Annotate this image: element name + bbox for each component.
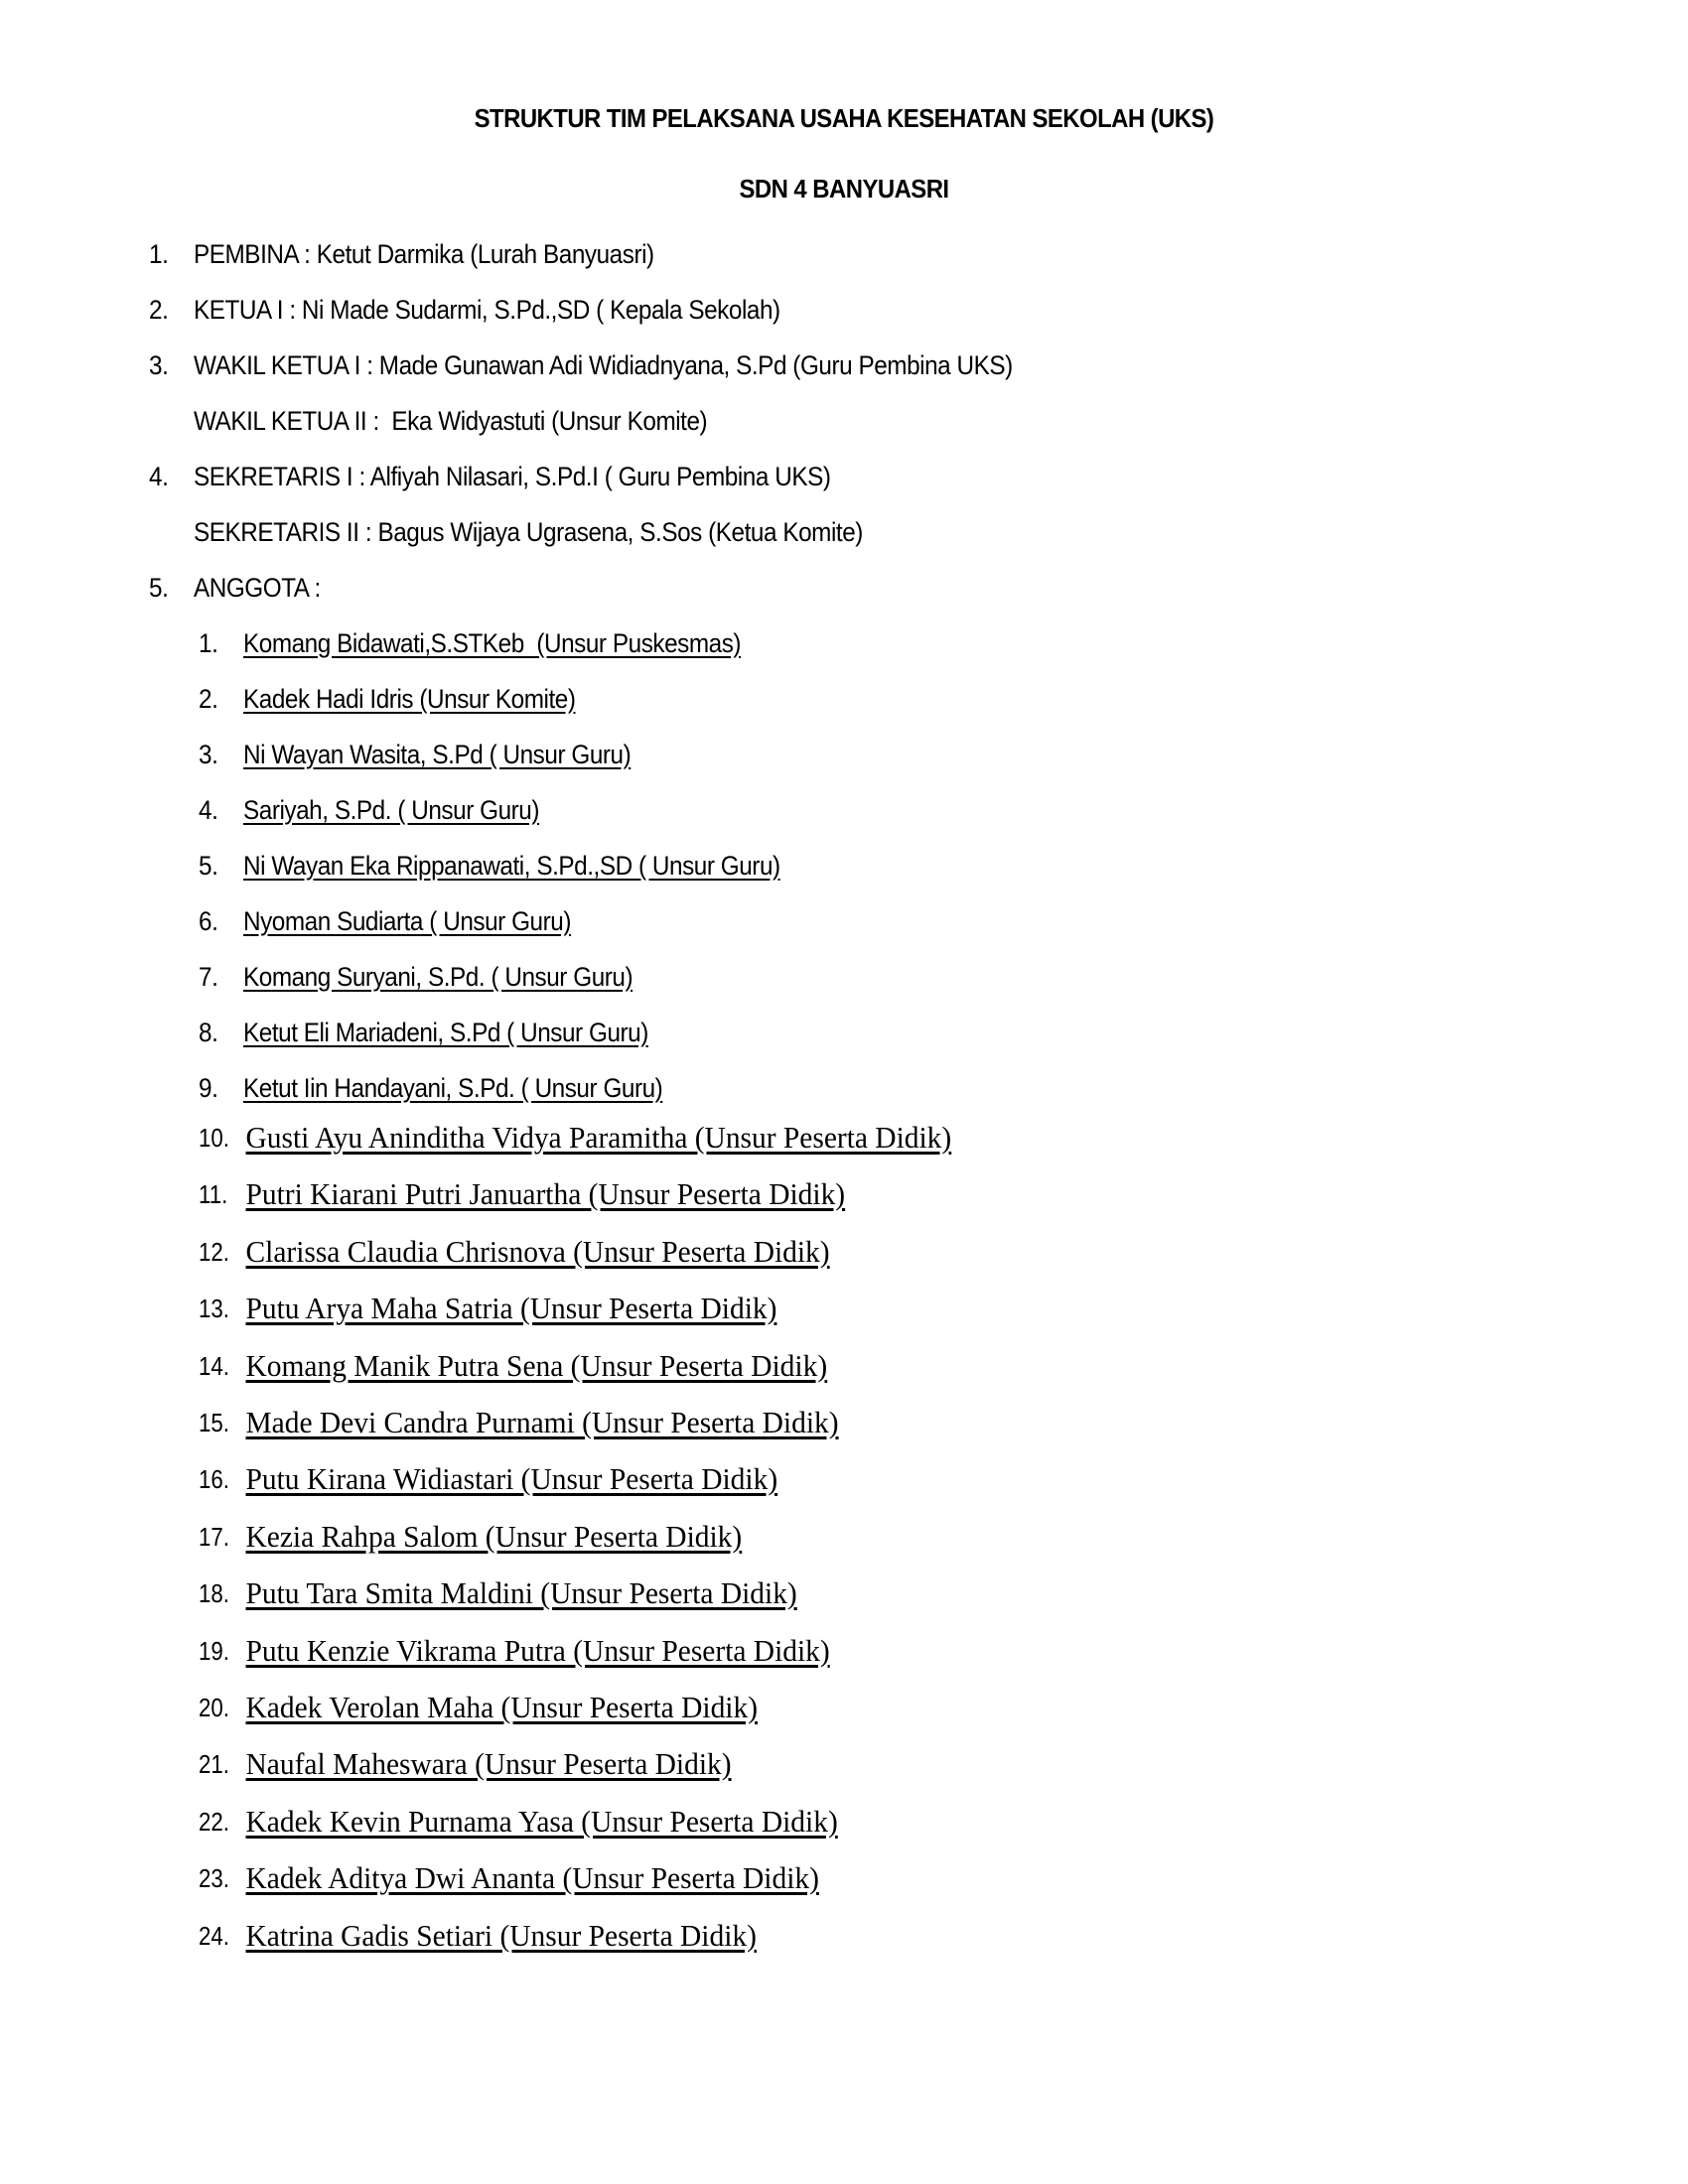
member-name: Gusti Ayu Aninditha Vidya Paramitha (Unsur Peserta Didik) bbox=[245, 1120, 952, 1155]
member-number: 18. bbox=[199, 1578, 229, 1609]
member-name: Sariyah, S.Pd. ( Unsur Guru) bbox=[243, 795, 540, 825]
member-number: 10. bbox=[199, 1123, 229, 1153]
member-number: 9. bbox=[199, 1073, 218, 1103]
list-item-text: PEMBINA : Ketut Darmika (Lurah Banyuasri) bbox=[194, 239, 654, 269]
member-number: 1. bbox=[199, 628, 218, 658]
list-item-text: WAKIL KETUA II : Eka Widyastuti (Unsur Komite) bbox=[194, 406, 708, 436]
member-number: 22. bbox=[199, 1806, 229, 1837]
member-name: Ketut Eli Mariadeni, S.Pd ( Unsur Guru) bbox=[243, 1018, 648, 1047]
member-number: 3. bbox=[199, 740, 218, 769]
list-item-number: 1. bbox=[149, 239, 169, 269]
member-name: Komang Manik Putra Sena (Unsur Peserta Didik) bbox=[245, 1347, 828, 1383]
member-number: 20. bbox=[199, 1693, 229, 1722]
member-number: 12. bbox=[199, 1236, 229, 1267]
member-name: Ni Wayan Wasita, S.Pd ( Unsur Guru) bbox=[243, 740, 632, 769]
member-number: 13. bbox=[199, 1294, 229, 1324]
list-item-number: 4. bbox=[149, 462, 169, 491]
member-name: Katrina Gadis Setiari (Unsur Peserta Didik) bbox=[245, 1917, 757, 1953]
member-name: Ketut Iin Handayani, S.Pd. ( Unsur Guru) bbox=[243, 1073, 663, 1103]
member-name: Komang Bidawati,S.STKeb (Unsur Puskesmas) bbox=[243, 628, 742, 658]
member-name: Kadek Kevin Purnama Yasa (Unsur Peserta Didik) bbox=[245, 1803, 838, 1839]
member-number: 19. bbox=[199, 1635, 229, 1666]
member-number: 23. bbox=[199, 1863, 229, 1894]
member-name: Clarissa Claudia Chrisnova (Unsur Peserta Didik) bbox=[245, 1233, 830, 1269]
member-name: Naufal Maheswara (Unsur Peserta Didik) bbox=[245, 1746, 732, 1782]
document-subtitle: SDN 4 BANYUASRI bbox=[739, 174, 949, 204]
member-name: Kadek Verolan Maha (Unsur Peserta Didik) bbox=[245, 1690, 759, 1724]
list-item-text: ANGGOTA : bbox=[194, 573, 321, 603]
list-item-text: WAKIL KETUA I : Made Gunawan Adi Widiadnyana, S.Pd (Guru Pembina UKS) bbox=[194, 350, 1013, 380]
list-item-text: SEKRETARIS I : Alfiyah Nilasari, S.Pd.I ( Guru Pembina UKS) bbox=[194, 462, 831, 491]
member-number: 21. bbox=[199, 1749, 229, 1780]
member-number: 15. bbox=[199, 1408, 229, 1437]
list-item-number: 3. bbox=[149, 350, 169, 380]
member-number: 24. bbox=[199, 1920, 229, 1951]
member-number: 14. bbox=[199, 1350, 229, 1381]
member-number: 4. bbox=[199, 795, 218, 825]
member-number: 11. bbox=[199, 1179, 228, 1210]
member-name: Kezia Rahpa Salom (Unsur Peserta Didik) bbox=[245, 1518, 743, 1554]
member-name: Kadek Hadi Idris (Unsur Komite) bbox=[243, 684, 576, 714]
member-number: 17. bbox=[199, 1521, 229, 1552]
list-item-text: KETUA I : Ni Made Sudarmi, S.Pd.,SD ( Kepala Sekolah) bbox=[194, 295, 780, 325]
member-name: Putri Kiarani Putri Januartha (Unsur Peserta Didik) bbox=[245, 1176, 846, 1212]
member-name: Komang Suryani, S.Pd. ( Unsur Guru) bbox=[243, 962, 633, 992]
member-name: Ni Wayan Eka Rippanawati, S.Pd.,SD ( Unsur Guru) bbox=[243, 851, 780, 881]
member-number: 2. bbox=[199, 684, 218, 714]
member-number: 16. bbox=[199, 1464, 229, 1495]
member-number: 7. bbox=[199, 962, 218, 992]
member-number: 6. bbox=[199, 906, 218, 936]
member-number: 8. bbox=[199, 1018, 218, 1047]
list-item-number: 2. bbox=[149, 295, 169, 325]
member-name: Putu Arya Maha Satria (Unsur Peserta Didik) bbox=[245, 1291, 777, 1326]
list-item-number: 5. bbox=[149, 573, 169, 603]
list-item-text: SEKRETARIS II : Bagus Wijaya Ugrasena, S.Sos (Ketua Komite) bbox=[194, 517, 863, 547]
document-title: STRUKTUR TIM PELAKSANA USAHA KESEHATAN SEKOLAH (UKS) bbox=[474, 103, 1214, 133]
member-number: 5. bbox=[199, 851, 218, 881]
member-name: Kadek Aditya Dwi Ananta (Unsur Peserta Didik) bbox=[245, 1860, 819, 1896]
member-name: Putu Kenzie Vikrama Putra (Unsur Peserta Didik) bbox=[245, 1632, 830, 1668]
member-name: Nyoman Sudiarta ( Unsur Guru) bbox=[243, 906, 571, 936]
member-name: Putu Kirana Widiastari (Unsur Peserta Didik) bbox=[245, 1461, 778, 1497]
member-name: Made Devi Candra Purnami (Unsur Peserta Didik) bbox=[245, 1405, 839, 1439]
member-name: Putu Tara Smita Maldini (Unsur Peserta Didik) bbox=[245, 1575, 797, 1611]
